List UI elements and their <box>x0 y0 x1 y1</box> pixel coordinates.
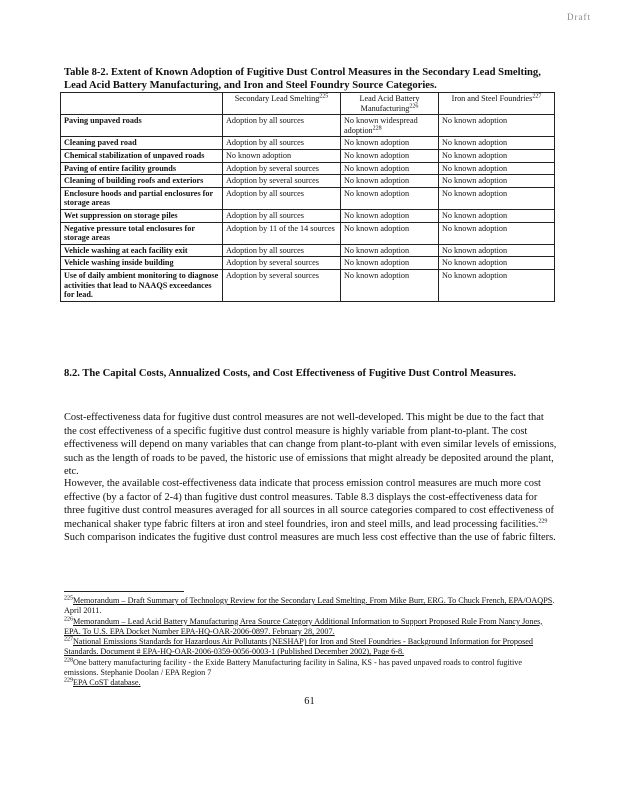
footnote-citation: EPA CoST database. <box>73 678 141 688</box>
paragraph-1: Cost-effectiveness data for fugitive dust control measures are not well-developed. This might be due to the fact that the cost effectiveness of a specific fugitive dust control measure is highly variable from plant-to-plant. The cost effectiveness will depend on many variables that can change from plant-to-plant with even similar levels of emissions, such as the length of roads to be paved, the historic use of emissions that might already be deposited around the plant, etc. <box>64 412 557 478</box>
cell-smelting: Adoption by several sources <box>223 269 341 301</box>
cell-foundries: No known adoption <box>439 244 555 257</box>
table-row <box>61 244 555 257</box>
cell-smelting: Adoption by all sources <box>223 209 341 222</box>
cell-battery: No known adoption <box>341 209 439 222</box>
corner-mark: Draft <box>567 12 591 22</box>
cell-measure: Chemical stabilization of unpaved roads <box>61 149 223 162</box>
header-battery: Lead Acid Battery Manufacturing$^{226}$ <box>341 93 439 115</box>
table-row <box>61 137 555 150</box>
table-row <box>61 222 555 244</box>
cell-measure: Vehicle washing at each facility exit <box>61 244 223 257</box>
cell-foundries: No known adoption <box>439 137 555 150</box>
table-header-row <box>61 93 555 115</box>
footnote: $^{229}$EPA CoST database. <box>64 677 141 688</box>
cell-foundries: No known adoption <box>439 187 555 209</box>
cell-smelting: Adoption by several sources <box>223 257 341 270</box>
cell-measure: Use of daily ambient monitoring to diagnose activities that lead to NAAQS exceedances for lead. <box>61 269 223 301</box>
header-smelting: Secondary Lead Smelting$^{225}$ <box>223 93 341 115</box>
cell-smelting: Adoption by all sources <box>223 115 341 137</box>
table-row <box>61 175 555 188</box>
cell-smelting: Adoption by 11 of the 14 sources <box>223 222 341 244</box>
cell-foundries: No known adoption <box>439 175 555 188</box>
adoption-table <box>60 92 555 302</box>
cell-foundries: No known adoption <box>439 257 555 270</box>
cell-smelting: Adoption by several sources <box>223 162 341 175</box>
cell-measure: Paving of entire facility grounds <box>61 162 223 175</box>
cell-foundries: No known adoption <box>439 115 555 137</box>
cell-battery: No known adoption <box>341 162 439 175</box>
cell-measure: Enclosure hoods and partial enclosures for storage areas <box>61 187 223 209</box>
cell-smelting: Adoption by all sources <box>223 137 341 150</box>
cell-measure: Cleaning of building roofs and exteriors <box>61 175 223 188</box>
cell-battery: No known adoption <box>341 257 439 270</box>
cell-smelting: Adoption by all sources <box>223 187 341 209</box>
cell-battery: No known adoption <box>341 175 439 188</box>
cell-foundries: No known adoption <box>439 222 555 244</box>
cell-battery: No known widespread adoption$^{228}$ <box>341 115 439 137</box>
cell-measure: Negative pressure total enclosures for storage areas <box>61 222 223 244</box>
page-number: 61 <box>304 696 315 707</box>
table-title: Table 8-2. Extent of Known Adoption of Fugitive Dust Control Measures in the Secondary Lead Smelting, Lead Acid Battery Manufacturing, and Iron and Steel Foundry Source Categories. <box>64 67 541 91</box>
cell-measure: Vehicle washing inside building <box>61 257 223 270</box>
table-row <box>61 209 555 222</box>
footnote: $^{225}$Memorandum – Draft Summary of Technology Review for the Secondary Lead Smelting. From Mike Burr, ERG. To Chuck French, EPA/OAQPS. April 2011. <box>64 595 555 616</box>
footnote: $^{228}$One battery manufacturing facility - the Exide Battery Manufacturing facility in Salina, KS - has paved unpaved roads to control fugitive emissions. Stephanie Doolan / EPA Region 7 <box>64 657 523 678</box>
footnote-citation: Memorandum – Lead Acid Battery Manufacturing Area Source Category Additional Information to Support Proposed Rule From Nancy Jones, EPA. To U.S. EPA Docket Number EPA-HQ-OAR-2006-0897. February 28, 2007. <box>64 616 543 636</box>
footnotes <box>64 596 558 689</box>
table-row <box>61 257 555 270</box>
footnote-citation: National Emissions Standards for Hazardous Air Pollutants (NESHAP) for Iron and Steel Foundries - Background Information for Proposed Standards. Document # EPA-HQ-OAR-2006-0359-0056-0003-1 (Published December 2002), Page 6-8. <box>64 637 534 657</box>
table-row <box>61 149 555 162</box>
footnote: $^{227}$National Emissions Standards for Hazardous Air Pollutants (NESHAP) for Iron and Steel Foundries - Background Information for Proposed Standards. Document # EPA-HQ-OAR-2006-0359-0056-0003-1 (Published December 2002), Page 6-8. <box>64 636 534 657</box>
footnote-ref: 229 <box>538 518 548 525</box>
cell-measure: Paving unpaved roads <box>61 115 223 137</box>
cell-measure: Wet suppression on storage piles <box>61 209 223 222</box>
cell-smelting: Adoption by several sources <box>223 175 341 188</box>
footnote-citation: Memorandum – Draft Summary of Technology Review for the Secondary Lead Smelting. From Mike Burr, ERG. To Chuck French, EPA/OAQPS <box>73 596 553 605</box>
cell-smelting: No known adoption <box>223 149 341 162</box>
table-row <box>61 269 555 301</box>
paragraph-2: However, the available cost-effectiveness data indicate that process emission control measures are much more cost effective (by a factor of 2-4) than fugitive dust control measures. Table 8.3 displays the cost-effectiveness data for three fugitive dust control measures averaged for all sources in all source categories compared to cost effectiveness of mechanical shaker type fabric filters at iron and steel foundries, iron and steel mills, and lead processing facilities.$^{229}$ Such comparison indicates the fugitive dust control measures are much less cost effective than the use of fabric filters. <box>64 478 556 544</box>
cell-foundries: No known adoption <box>439 209 555 222</box>
cell-battery: No known adoption <box>341 149 439 162</box>
table-row <box>61 187 555 209</box>
cell-battery: No known adoption <box>341 222 439 244</box>
table-row <box>61 115 555 137</box>
cell-foundries: No known adoption <box>439 269 555 301</box>
section-heading: 8.2. The Capital Costs, Annualized Costs, and Cost Effectiveness of Fugitive Dust Control Measures. <box>64 368 517 379</box>
cell-battery: No known adoption <box>341 187 439 209</box>
header-measure <box>61 93 223 115</box>
footnote: $^{226}$Memorandum – Lead Acid Battery Manufacturing Area Source Category Additional Information to Support Proposed Rule From Nancy Jones, EPA. To U.S. EPA Docket Number EPA-HQ-OAR-2006-0897. February 28, 2007. <box>64 615 543 636</box>
cell-measure: Cleaning paved road <box>61 137 223 150</box>
header-foundries: Iron and Steel Foundries$^{227}$ <box>439 93 555 115</box>
footnote-divider <box>64 591 184 592</box>
cell-foundries: No known adoption <box>439 162 555 175</box>
cell-battery: No known adoption <box>341 137 439 150</box>
cell-battery: No known adoption <box>341 269 439 301</box>
cell-foundries: No known adoption <box>439 149 555 162</box>
table-row <box>61 162 555 175</box>
cell-battery: No known adoption <box>341 244 439 257</box>
cell-smelting: Adoption by all sources <box>223 244 341 257</box>
